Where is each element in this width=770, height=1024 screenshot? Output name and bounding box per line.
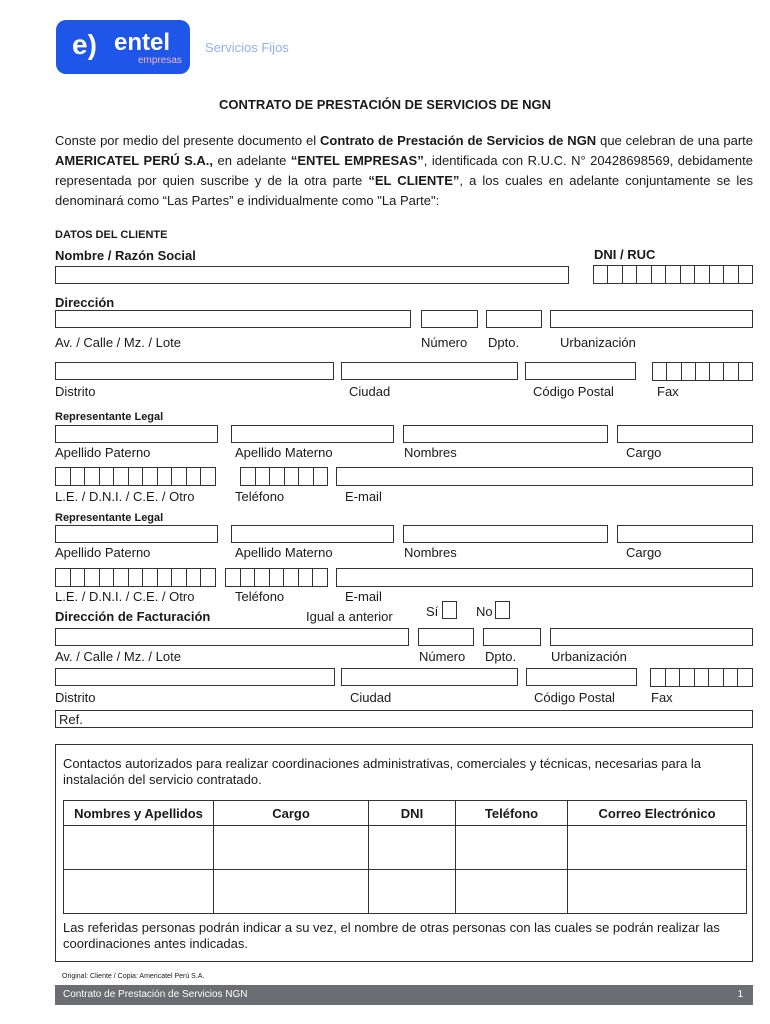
section-client-data: DATOS DEL CLIENTE (55, 229, 168, 241)
number-label: Número (421, 335, 468, 350)
billing-district-label: Distrito (55, 690, 96, 705)
col-name-header: Nombres y Apellidos (64, 801, 214, 826)
rep2-names-field[interactable] (403, 525, 608, 543)
district-field[interactable] (55, 362, 334, 380)
district-label: Distrito (55, 384, 96, 399)
billing-urbanization-field[interactable] (550, 628, 753, 646)
street-label: Av. / Calle / Mz. / Lote (55, 335, 181, 350)
rep2-surname2-label: Apellido Materno (235, 545, 333, 560)
rep1-surname2-label: Apellido Materno (235, 445, 333, 460)
street-field[interactable] (55, 310, 411, 328)
table-row (64, 826, 747, 870)
billing-city-field[interactable] (341, 668, 518, 686)
billing-street-label: Av. / Calle / Mz. / Lote (55, 649, 181, 664)
billing-fax-cells[interactable] (650, 668, 753, 687)
billing-yes-label: Sí (426, 604, 439, 619)
col-role-header: Cargo (214, 801, 369, 826)
number-field[interactable] (421, 310, 478, 328)
billing-no-checkbox[interactable] (495, 601, 510, 619)
billing-dept-field[interactable] (483, 628, 541, 646)
postal-field[interactable] (525, 362, 636, 380)
billing-number-label: Número (419, 649, 466, 664)
rep2-surname1-field[interactable] (55, 525, 218, 543)
rep2-surname2-field[interactable] (231, 525, 394, 543)
rep1-surname1-field[interactable] (55, 425, 218, 443)
city-field[interactable] (341, 362, 518, 380)
contact-role-cell[interactable] (214, 826, 369, 870)
reference-field[interactable] (55, 710, 753, 728)
entel-logo-mark-icon: e) (72, 29, 97, 60)
dni-ruc-cells[interactable] (593, 265, 753, 284)
page-number: 1 (737, 989, 743, 1000)
contacts-note: Las referidas personas podrán indicar a su vez, el nombre de otras personas con las cuales se podrán realizar las coordinaciones antes indicadas. (63, 920, 720, 951)
rep2-role-field[interactable] (617, 525, 753, 543)
rep2-email-field[interactable] (336, 568, 753, 587)
billing-district-field[interactable] (55, 668, 335, 686)
rep1-role-field[interactable] (617, 425, 753, 443)
col-dni-header: DNI (369, 801, 456, 826)
logo-word: entel (114, 29, 171, 56)
fax-label: Fax (657, 384, 679, 399)
rep1-names-label: Nombres (404, 445, 457, 460)
rep2-id-cells[interactable] (55, 568, 216, 587)
logo-sub: empresas (138, 55, 182, 66)
rep1-role-label: Cargo (626, 445, 662, 460)
contact-name-cell[interactable] (64, 870, 214, 914)
postal-label: Código Postal (533, 384, 614, 399)
urbanization-field[interactable] (550, 310, 753, 328)
urbanization-label: Urbanización (560, 335, 636, 350)
contact-role-cell[interactable] (214, 870, 369, 914)
intro-paragraph: Conste por medio del presente documento el Contrato de Prestación de Servicios de NGN que celebran de una parte AMERICATEL PERÚ S.A., en adelante “ENTEL EMPRESAS”, identificada con R.U.C. N° 20428698569, debidamente representada por quien suscribe y de la otra parte “EL CLIENTE”, a los cuales en adelante conjuntamente se les denominará como “Las Partes” e individualmente como "La Parte": (55, 133, 753, 208)
billing-no-label: No (476, 604, 493, 619)
table-row (64, 870, 747, 914)
rep1-phone-cells[interactable] (240, 467, 328, 486)
copies-note: Original: Cliente / Copia: Americatel Perú S.A. (62, 973, 205, 980)
contact-name-cell[interactable] (64, 826, 214, 870)
address-label: Dirección (55, 295, 115, 310)
billing-urbanization-label: Urbanización (551, 649, 627, 664)
rep1-phone-label: Teléfono (235, 489, 285, 504)
contact-email-cell[interactable] (568, 826, 747, 870)
billing-street-field[interactable] (55, 628, 409, 646)
city-label: Ciudad (349, 384, 391, 399)
rep1-names-field[interactable] (403, 425, 608, 443)
billing-title: Dirección de Facturación (55, 609, 211, 624)
dept-label: Dpto. (488, 335, 520, 350)
fax-cells[interactable] (652, 362, 753, 381)
billing-yes-checkbox[interactable] (442, 601, 457, 619)
rep2-id-label: L.E. / D.N.I. / C.E. / Otro (55, 589, 195, 604)
contacts-table (63, 800, 747, 914)
rep2-email-label: E-mail (345, 589, 382, 604)
billing-postal-field[interactable] (526, 668, 637, 686)
billing-number-field[interactable] (418, 628, 474, 646)
billing-fax-label: Fax (651, 690, 673, 705)
rep1-surname1-label: Apellido Paterno (55, 445, 151, 460)
billing-dept-label: Dpto. (485, 649, 517, 664)
reference-label: Ref. (59, 712, 83, 727)
rep2-title: Representante Legal (55, 512, 164, 524)
page-title: CONTRATO DE PRESTACIÓN DE SERVICIOS DE NGN (218, 97, 552, 112)
rep1-title: Representante Legal (55, 411, 164, 423)
rep2-phone-label: Teléfono (235, 589, 285, 604)
rep1-email-field[interactable] (336, 467, 753, 486)
contact-dni-cell[interactable] (369, 826, 456, 870)
billing-postal-label: Código Postal (534, 690, 615, 705)
rep2-phone-cells[interactable] (225, 568, 328, 587)
contact-email-cell[interactable] (568, 870, 747, 914)
contacts-header-row (64, 801, 747, 826)
footer-bar (55, 985, 753, 1005)
rep2-surname1-label: Apellido Paterno (55, 545, 151, 560)
col-phone-header: Teléfono (456, 801, 568, 826)
footer-doc-title: Contrato de Prestación de Servicios NGN (63, 989, 248, 1000)
rep2-names-label: Nombres (404, 545, 457, 560)
name-label: Nombre / Razón Social (55, 248, 196, 263)
contact-phone-cell[interactable] (456, 870, 568, 914)
tagline: Servicios Fijos (205, 40, 289, 55)
col-email-header: Correo Electrónico (568, 801, 747, 826)
name-field[interactable] (55, 266, 569, 284)
rep1-id-label: L.E. / D.N.I. / C.E. / Otro (55, 489, 195, 504)
rep1-email-label: E-mail (345, 489, 382, 504)
rep1-surname2-field[interactable] (231, 425, 394, 443)
rep2-role-label: Cargo (626, 545, 662, 560)
billing-same-label: Igual a anterior (306, 609, 393, 624)
contacts-intro: Contactos autorizados para realizar coordinaciones administrativas, comerciales y técnicas, necesarias para la instalación del servicio contratado. (63, 756, 702, 787)
contact-phone-cell[interactable] (456, 826, 568, 870)
dept-field[interactable] (486, 310, 542, 328)
rep1-id-cells[interactable] (55, 467, 216, 486)
contact-dni-cell[interactable] (369, 870, 456, 914)
dni-ruc-label: DNI / RUC (594, 247, 656, 262)
billing-city-label: Ciudad (350, 690, 392, 705)
entel-logo (56, 20, 190, 74)
